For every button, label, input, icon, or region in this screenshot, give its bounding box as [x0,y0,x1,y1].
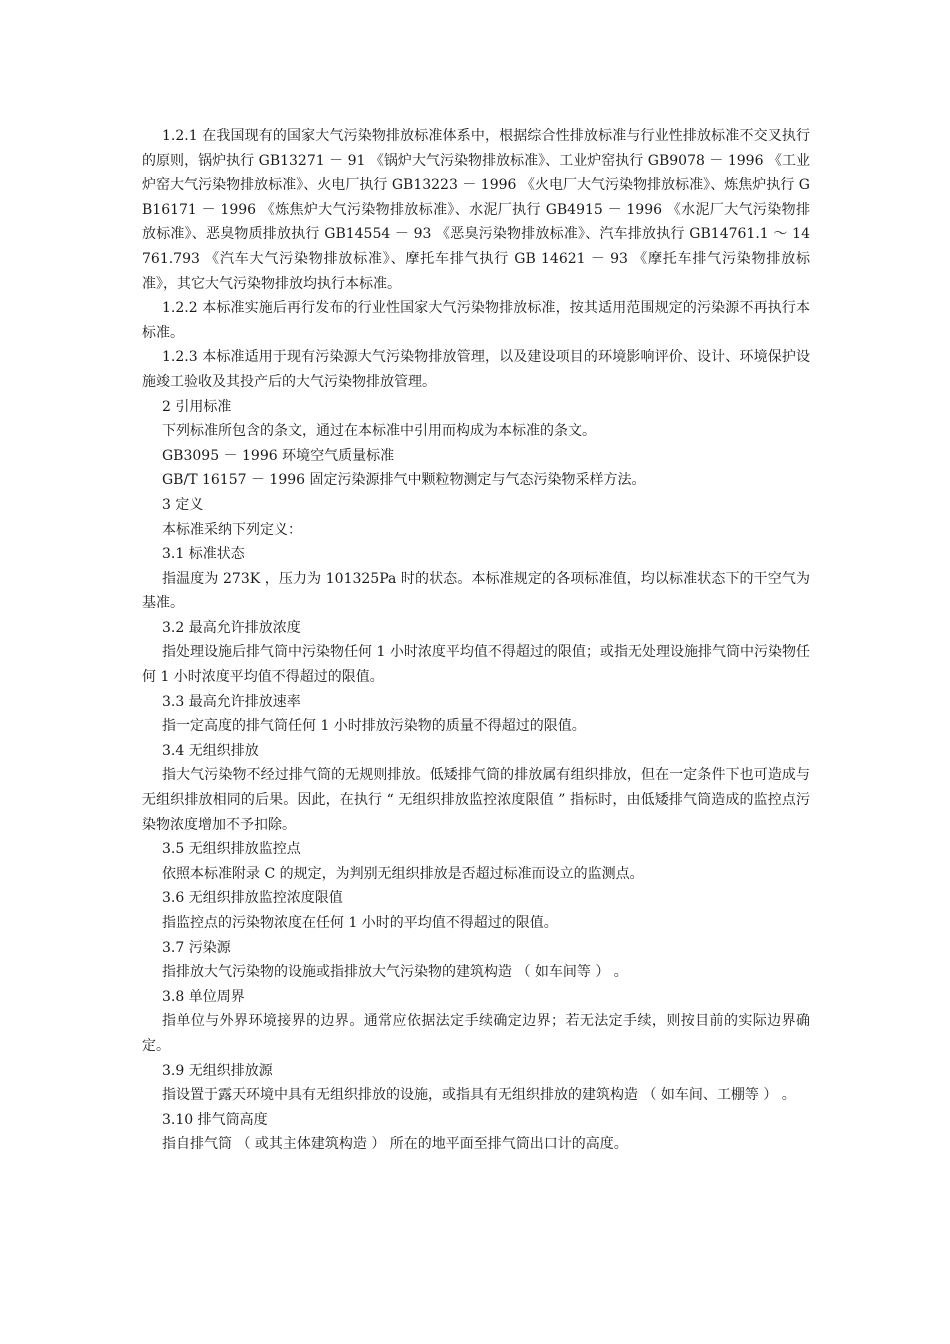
heading-3-9: 3.9 无组织排放源 [162,1062,273,1079]
heading-3-3: 3.3 最高允许排放速率 [162,693,301,710]
paragraph-3-10: 指自排气筒 （ 或其主体建筑构造 ） 所在的地平面至排气筒出口计的高度。 [162,1136,628,1153]
heading-3-2: 3.2 最高允许排放浓度 [162,619,301,636]
heading-3-5: 3.5 无组织排放监控点 [162,841,301,858]
paragraph-3-7: 指排放大气污染物的设施或指排放大气污染物的建筑构造 （ 如车间等 ） 。 [162,964,628,981]
document-page [142,124,810,1157]
paragraph-1-2-3: 1.2.3 本标准适用于现有污染源大气污染物排放管理，以及建设项目的环境影响评价、设计、环境保护设施竣工验收及其投产后的大气污染物排放管理。 [142,349,810,390]
paragraph-3-6: 指监控点的污染物浓度在任何 1 小时的平均值不得超过的限值。 [162,915,558,931]
heading-3-6: 3.6 无组织排放监控浓度限值 [162,890,343,907]
paragraph-3-8: 指单位与外界环境接界的边界。通常应依据法定手续确定边界；若无法定手续，则按目前的实际边界确定。 [142,1013,810,1054]
heading-3-8: 3.8 单位周界 [162,988,245,1005]
paragraph-1-2-2: 1.2.2 本标准实施后再行发布的行业性国家大气污染物排放标准，按其适用范围规定的污染源不再执行本标准。 [142,300,810,341]
heading-3-1: 3.1 标准状态 [162,546,245,563]
paragraph-definitions-intro: 本标准采纳下列定义： [162,521,302,538]
reference-gb3095: GB3095 － 1996 环境空气质量标准 [162,447,395,464]
paragraph-3-3: 指一定高度的排气筒任何 1 小时排放污染物的质量不得超过的限值。 [162,718,586,735]
paragraph-3-5: 依照本标准附录 C 的规定，为判别无组织排放是否超过标准而设立的监测点。 [162,865,644,882]
section-heading-2: 2 引用标准 [162,398,232,415]
heading-3-4: 3.4 无组织排放 [162,742,259,759]
paragraph-intro-references: 下列标准所包含的条文，通过在本标准中引用而构成为本标准的条文。 [162,423,596,440]
paragraph-3-4: 指大气污染物不经过排气筒的无规则排放。低矮排气筒的排放属有组织排放，但在一定条件下也可造成与无组织排放相同的后果。因此，在执行 “ 无组织排放监控浓度限值 ” 指标时，由低矮排气筒造成的监控点污染物浓度增加不予扣除。 [142,767,810,833]
paragraph-3-2: 指处理设施后排气筒中污染物任何 1 小时浓度平均值不得超过的限值；或指无处理设施排气筒中污染物任何 1 小时浓度平均值不得超过的限值。 [142,644,810,686]
paragraph-3-1: 指温度为 273K ，压力为 101325Pa 时的状态。本标准规定的各项标准值，均以标准状态下的干空气为基准。 [142,570,810,612]
paragraph-3-9: 指设置于露天环境中具有无组织排放的设施，或指具有无组织排放的建筑构造 （ 如车间、工棚等 ） 。 [162,1087,796,1104]
paragraph-1-2-1: 1.2.1 在我国现有的国家大气污染物排放标准体系中，根据综合性排放标准与行业性排放标准不交叉执行的原则，锅炉执行 GB13271 － 91 《锅炉大气污染物排放标准》、工业炉窑执行 GB9078 － 1996 《工业炉窑大气污染物排放标准》、火电厂执行 GB13223 － 1996 《火电厂大气污染物排放标准》、炼焦炉执行 GB16171 － 1996 《炼焦炉大气污染物排放标准》、水泥厂执行 GB4915 － 1996 《水泥厂大气污染物排放标准》、恶臭物质排放执行 GB14554 － 93 《恶臭污染物排放标准》、汽车排放执行 GB14761.1 ～ 14761.793 《汽车大气污染物排放标准》、摩托车排气执行 GB 14621 － 93 《摩托车排气污染物排放标准》，其它大气污染物排放均执行本标准。 [142,128,810,292]
reference-gbt16157: GB/T 16157 － 1996 固定污染源排气中颗粒物测定与气态污染物采样方法。 [162,472,646,489]
heading-3-10: 3.10 排气筒高度 [162,1111,268,1128]
heading-3-7: 3.7 污染源 [162,939,231,956]
section-heading-3: 3 定义 [162,496,204,513]
